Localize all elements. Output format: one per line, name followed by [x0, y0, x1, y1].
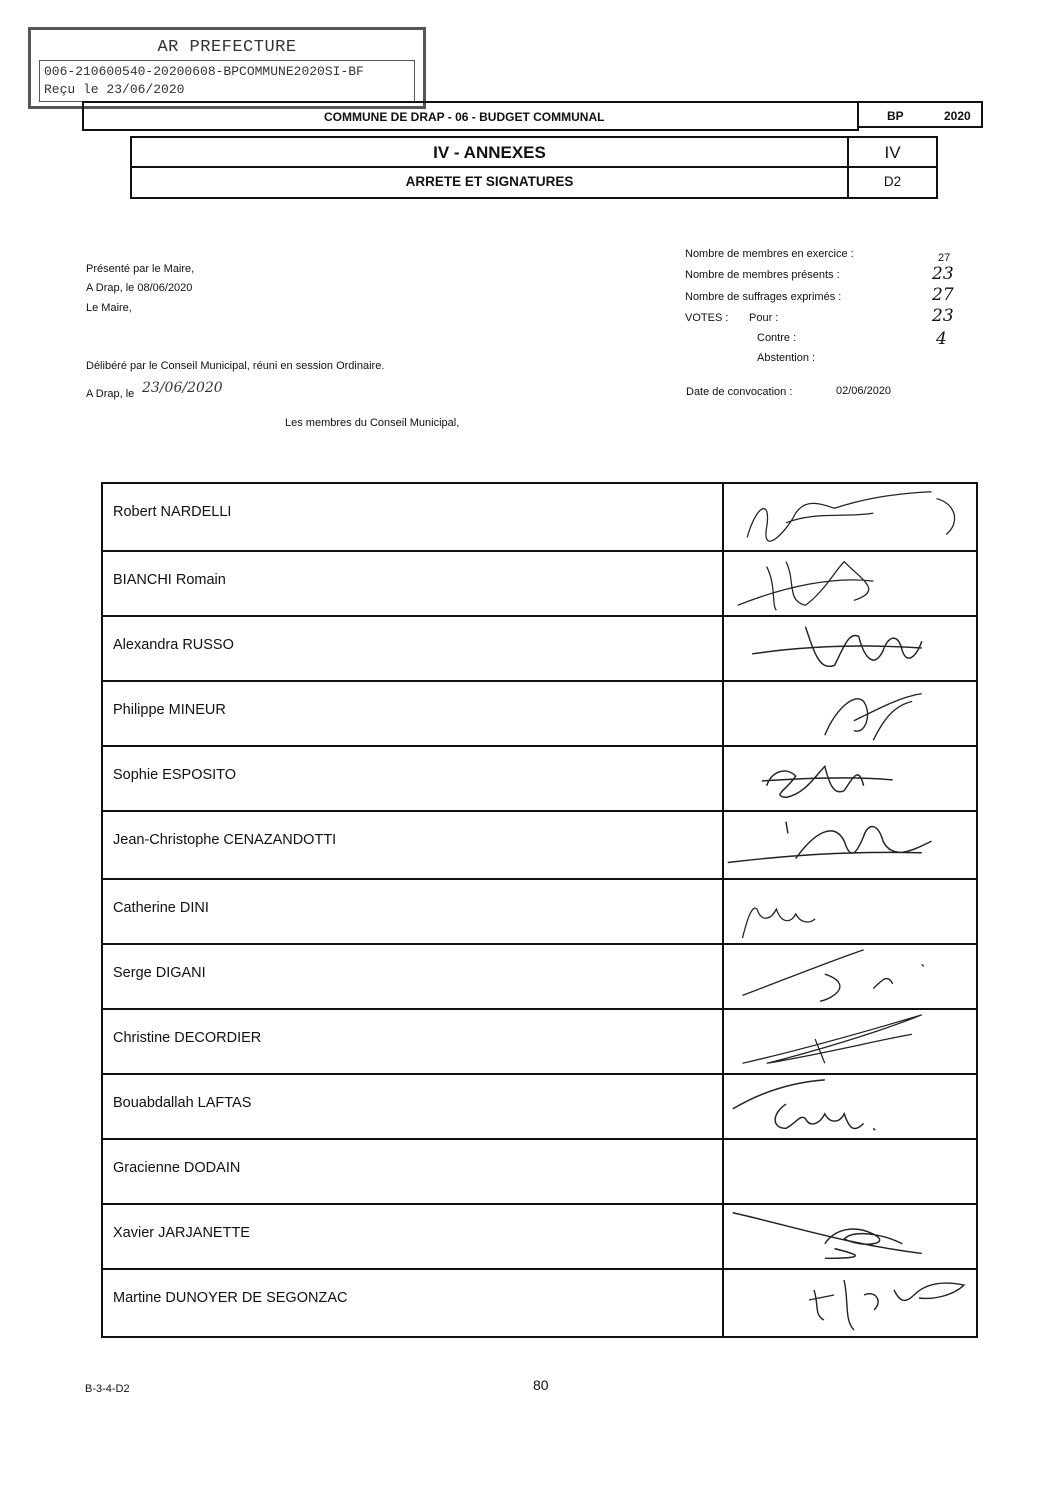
exercice-value: 27 [938, 252, 951, 264]
deliberated-text: Délibéré par le Conseil Municipal, réuni en session Ordinaire. [86, 360, 385, 372]
council-members-label: Les membres du Conseil Municipal, [285, 417, 460, 429]
deliberated-place: A Drap, le [86, 388, 135, 400]
maire-label: Le Maire, [86, 302, 132, 314]
votes-label: VOTES : [685, 312, 729, 324]
table-row [103, 880, 976, 945]
signature-image [724, 880, 978, 943]
contre-value: 4 [936, 329, 947, 349]
table-row [103, 1010, 976, 1075]
signature-image [724, 1270, 978, 1336]
table-row [103, 552, 976, 617]
signature-image [724, 945, 978, 1008]
signature-image [724, 682, 978, 745]
pour-label: Pour : [749, 312, 779, 324]
table-row [103, 1205, 976, 1270]
prefecture-stamp [28, 27, 426, 109]
suffrages-label: Nombre de suffrages exprimés : [685, 291, 842, 303]
stamp-reference: 006-210600540-20200608-BPCOMMUNE2020SI-BF [44, 64, 364, 79]
section-box [130, 136, 938, 199]
signatory-name: Philippe MINEUR [113, 702, 226, 718]
abstention-label: Abstention : [757, 352, 816, 364]
signature-image [724, 484, 978, 550]
signatory-name: Martine DUNOYER DE SEGONZAC [113, 1290, 348, 1306]
signatory-name: Jean-Christophe CENAZANDOTTI [113, 832, 337, 848]
section-title: IV - ANNEXES [433, 143, 546, 162]
presents-label: Nombre de membres présents : [685, 269, 840, 281]
signatory-name: Gracienne DODAIN [113, 1160, 241, 1176]
page-number: 80 [533, 1377, 549, 1393]
table-row [103, 747, 976, 812]
signature-image [724, 812, 978, 878]
table-row [103, 682, 976, 747]
section-divider-h [132, 166, 936, 168]
table-row [103, 1270, 976, 1336]
exercice-label: Nombre de membres en exercice : [685, 248, 854, 260]
footer-code: B-3-4-D2 [85, 1383, 130, 1395]
handwritten-date: 23/06/2020 [142, 380, 223, 396]
bp-year: 2020 [944, 109, 971, 123]
table-row [103, 617, 976, 682]
signatory-name: Bouabdallah LAFTAS [113, 1095, 252, 1111]
signature-image [724, 1205, 978, 1268]
convocation-label: Date de convocation : [686, 386, 793, 398]
table-row [103, 1140, 976, 1205]
signature-empty [724, 1140, 978, 1203]
signatory-name: Serge DIGANI [113, 965, 206, 981]
signature-image [724, 1075, 978, 1138]
signatures-table [101, 482, 978, 1338]
table-row [103, 812, 976, 880]
table-row [103, 1075, 976, 1140]
commune-title: COMMUNE DE DRAP - 06 - BUDGET COMMUNAL [324, 110, 605, 124]
stamp-title: AR PREFECTURE [157, 38, 297, 57]
signatory-name: Robert NARDELLI [113, 504, 232, 520]
table-row [103, 945, 976, 1010]
stamp-received-date: Reçu le 23/06/2020 [44, 82, 185, 97]
signatory-name: Christine DECORDIER [113, 1030, 262, 1046]
pour-value: 23 [932, 306, 954, 326]
section-code: IV [884, 143, 901, 162]
table-row [103, 484, 976, 552]
bp-label: BP [887, 109, 904, 123]
signature-image [724, 617, 978, 680]
convocation-value: 02/06/2020 [836, 385, 892, 397]
suffrages-value: 27 [932, 285, 954, 305]
stamp-inner-box [39, 60, 415, 102]
section-subtitle: ARRETE ET SIGNATURES [405, 174, 574, 189]
signature-image [724, 1010, 978, 1073]
section-subcode: D2 [883, 174, 902, 189]
contre-label: Contre : [757, 332, 797, 344]
signatory-name: Xavier JARJANETTE [113, 1225, 250, 1241]
signatory-name: Catherine DINI [113, 900, 209, 916]
commune-header [82, 101, 859, 131]
presents-value: 23 [932, 264, 954, 284]
signature-image [724, 747, 978, 810]
signature-image [724, 552, 978, 615]
bp-header [857, 101, 983, 128]
signatory-name: Sophie ESPOSITO [113, 767, 237, 783]
signatory-name: Alexandra RUSSO [113, 637, 234, 653]
presented-place-date: A Drap, le 08/06/2020 [86, 282, 193, 294]
presented-by: Présenté par le Maire, [86, 263, 195, 275]
signatory-name: BIANCHI Romain [113, 572, 226, 588]
